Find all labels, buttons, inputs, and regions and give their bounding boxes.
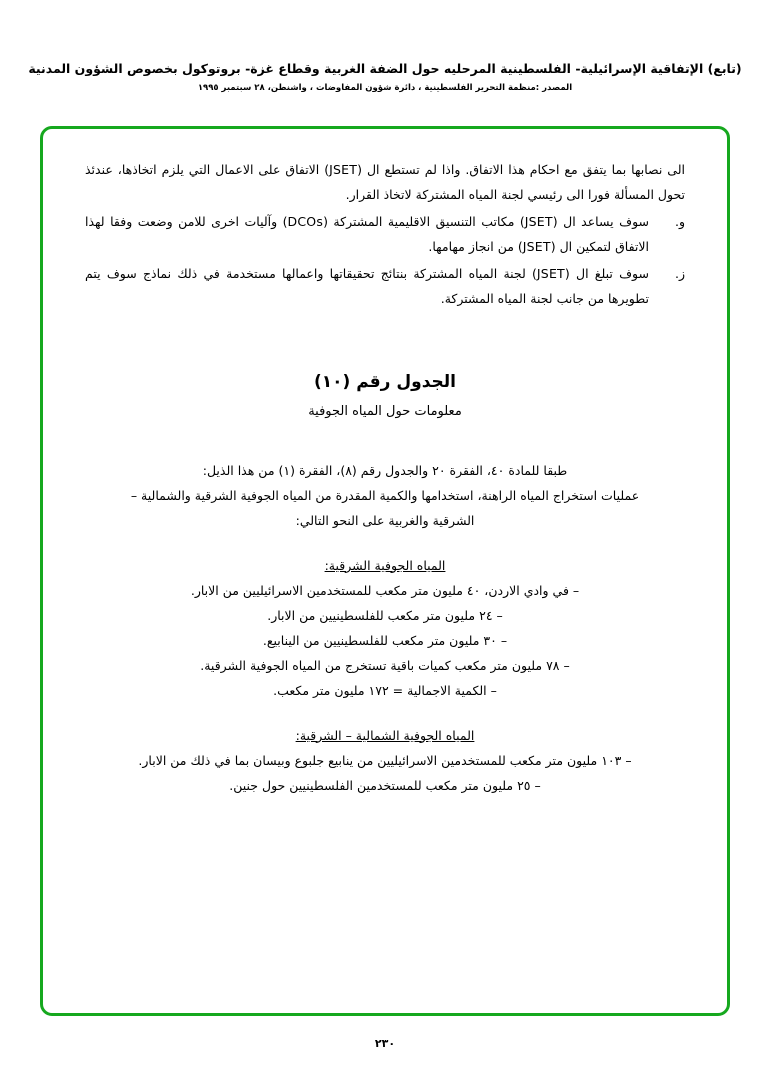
list-item: – ١٠٣ مليون متر مكعب للمستخدمين الاسرائيليين من ينابيع جلبوع وبيسان بما في ذلك من الابار.	[138, 752, 632, 768]
table-heading: الجدول رقم (١٠)	[313, 372, 456, 392]
intro-paragraph: الى نصابها بما يتفق مع احكام هذا الاتفاق. واذا لم تستطع ال (JSET) الاتفاق على الاعمال التي يلزم اتخاذها، عندئذ تحول المسألة فورا الى رئيسي لجنة المياه المشتركة لاتخاذ القرار.	[85, 162, 686, 202]
reference-line-2: عمليات استخراج المياه الراهنة، استخدامها والكمية المقدرة من المياه الجوفية الشرقية والشمالية –	[130, 487, 640, 503]
list-item: – في وادي الاردن، ٤٠ مليون متر مكعب للمستخدمين الاسرائيليين من الابار.	[190, 582, 580, 598]
list-item-marker: و.	[674, 214, 685, 229]
list-item: – ٣٠ مليون متر مكعب للفلسطينيين من الينابيع.	[262, 632, 508, 648]
document-source: المصدر :منظمة التحرير الفلسطينية ، دائرة شؤون المفاوضات ، واشنطن، ٢٨ سبتمبر ١٩٩٥	[197, 82, 573, 93]
content-frame	[40, 126, 730, 1016]
list-item: – الكمية الاجمالية = ١٧٢ مليون متر مكعب.	[273, 682, 497, 698]
list-item	[85, 261, 685, 311]
spacer	[85, 424, 685, 458]
section-label-eastern: المياه الجوفية الشرقية:	[324, 557, 446, 573]
document-title: (تابع) الإتفاقية الإسرائيلية- الفلسطينية المرحليه حول الضفة الغربية وقطاع غزة- بروتوكول بخصوص الشؤون المدنية	[28, 61, 742, 76]
document-header	[0, 60, 770, 95]
section-label-northeastern: المياه الجوفية الشمالية – الشرقية:	[295, 727, 475, 743]
list-item	[85, 209, 685, 259]
section-list-northeastern	[85, 748, 685, 798]
reference-line-3: الشرقية والغربية على النحو التالي:	[295, 512, 475, 528]
list-item: – ٢٤ مليون متر مكعب للفلسطينيين من الابار.	[267, 607, 503, 623]
table-subheading: معلومات حول المياه الجوفية	[308, 404, 462, 420]
page-number: ٢٣٠	[374, 1037, 396, 1050]
list-item: – ٢٥ مليون متر مكعب للمستخدمين الفلسطينيين حول جنين.	[229, 777, 541, 793]
spacer	[85, 703, 685, 723]
list-item-text: سوف يساعد ال (JSET) مكاتب التنسيق الاقليمية المشتركة (DCOs) وآليات اخرى للامن وضعت وفقا لهذا الاتفاق لتمكين ال (JSET) من انجاز مهامها.	[85, 214, 649, 254]
section-list-eastern	[85, 578, 685, 703]
reference-line-1: طبقا للمادة ٤٠، الفقرة ٢٠ والجدول رقم (٨)، الفقرة (١) من هذا الذيل:	[202, 462, 568, 478]
spacer	[85, 533, 685, 553]
list-item-text: سوف تبلغ ال (JSET) لجنة المياه المشتركة بنتائج تحقيقاتها واعمالها مستخدمة في ذلك نماذج سوف يتم تطويرها من جانب لجنة المياه المشتركة.	[85, 266, 649, 306]
list-item: – ٧٨ مليون متر مكعب كميات باقية تستخرج من المياه الجوفية الشرقية.	[200, 657, 570, 673]
content-body	[43, 129, 727, 818]
list-item-marker: ز.	[674, 266, 685, 281]
